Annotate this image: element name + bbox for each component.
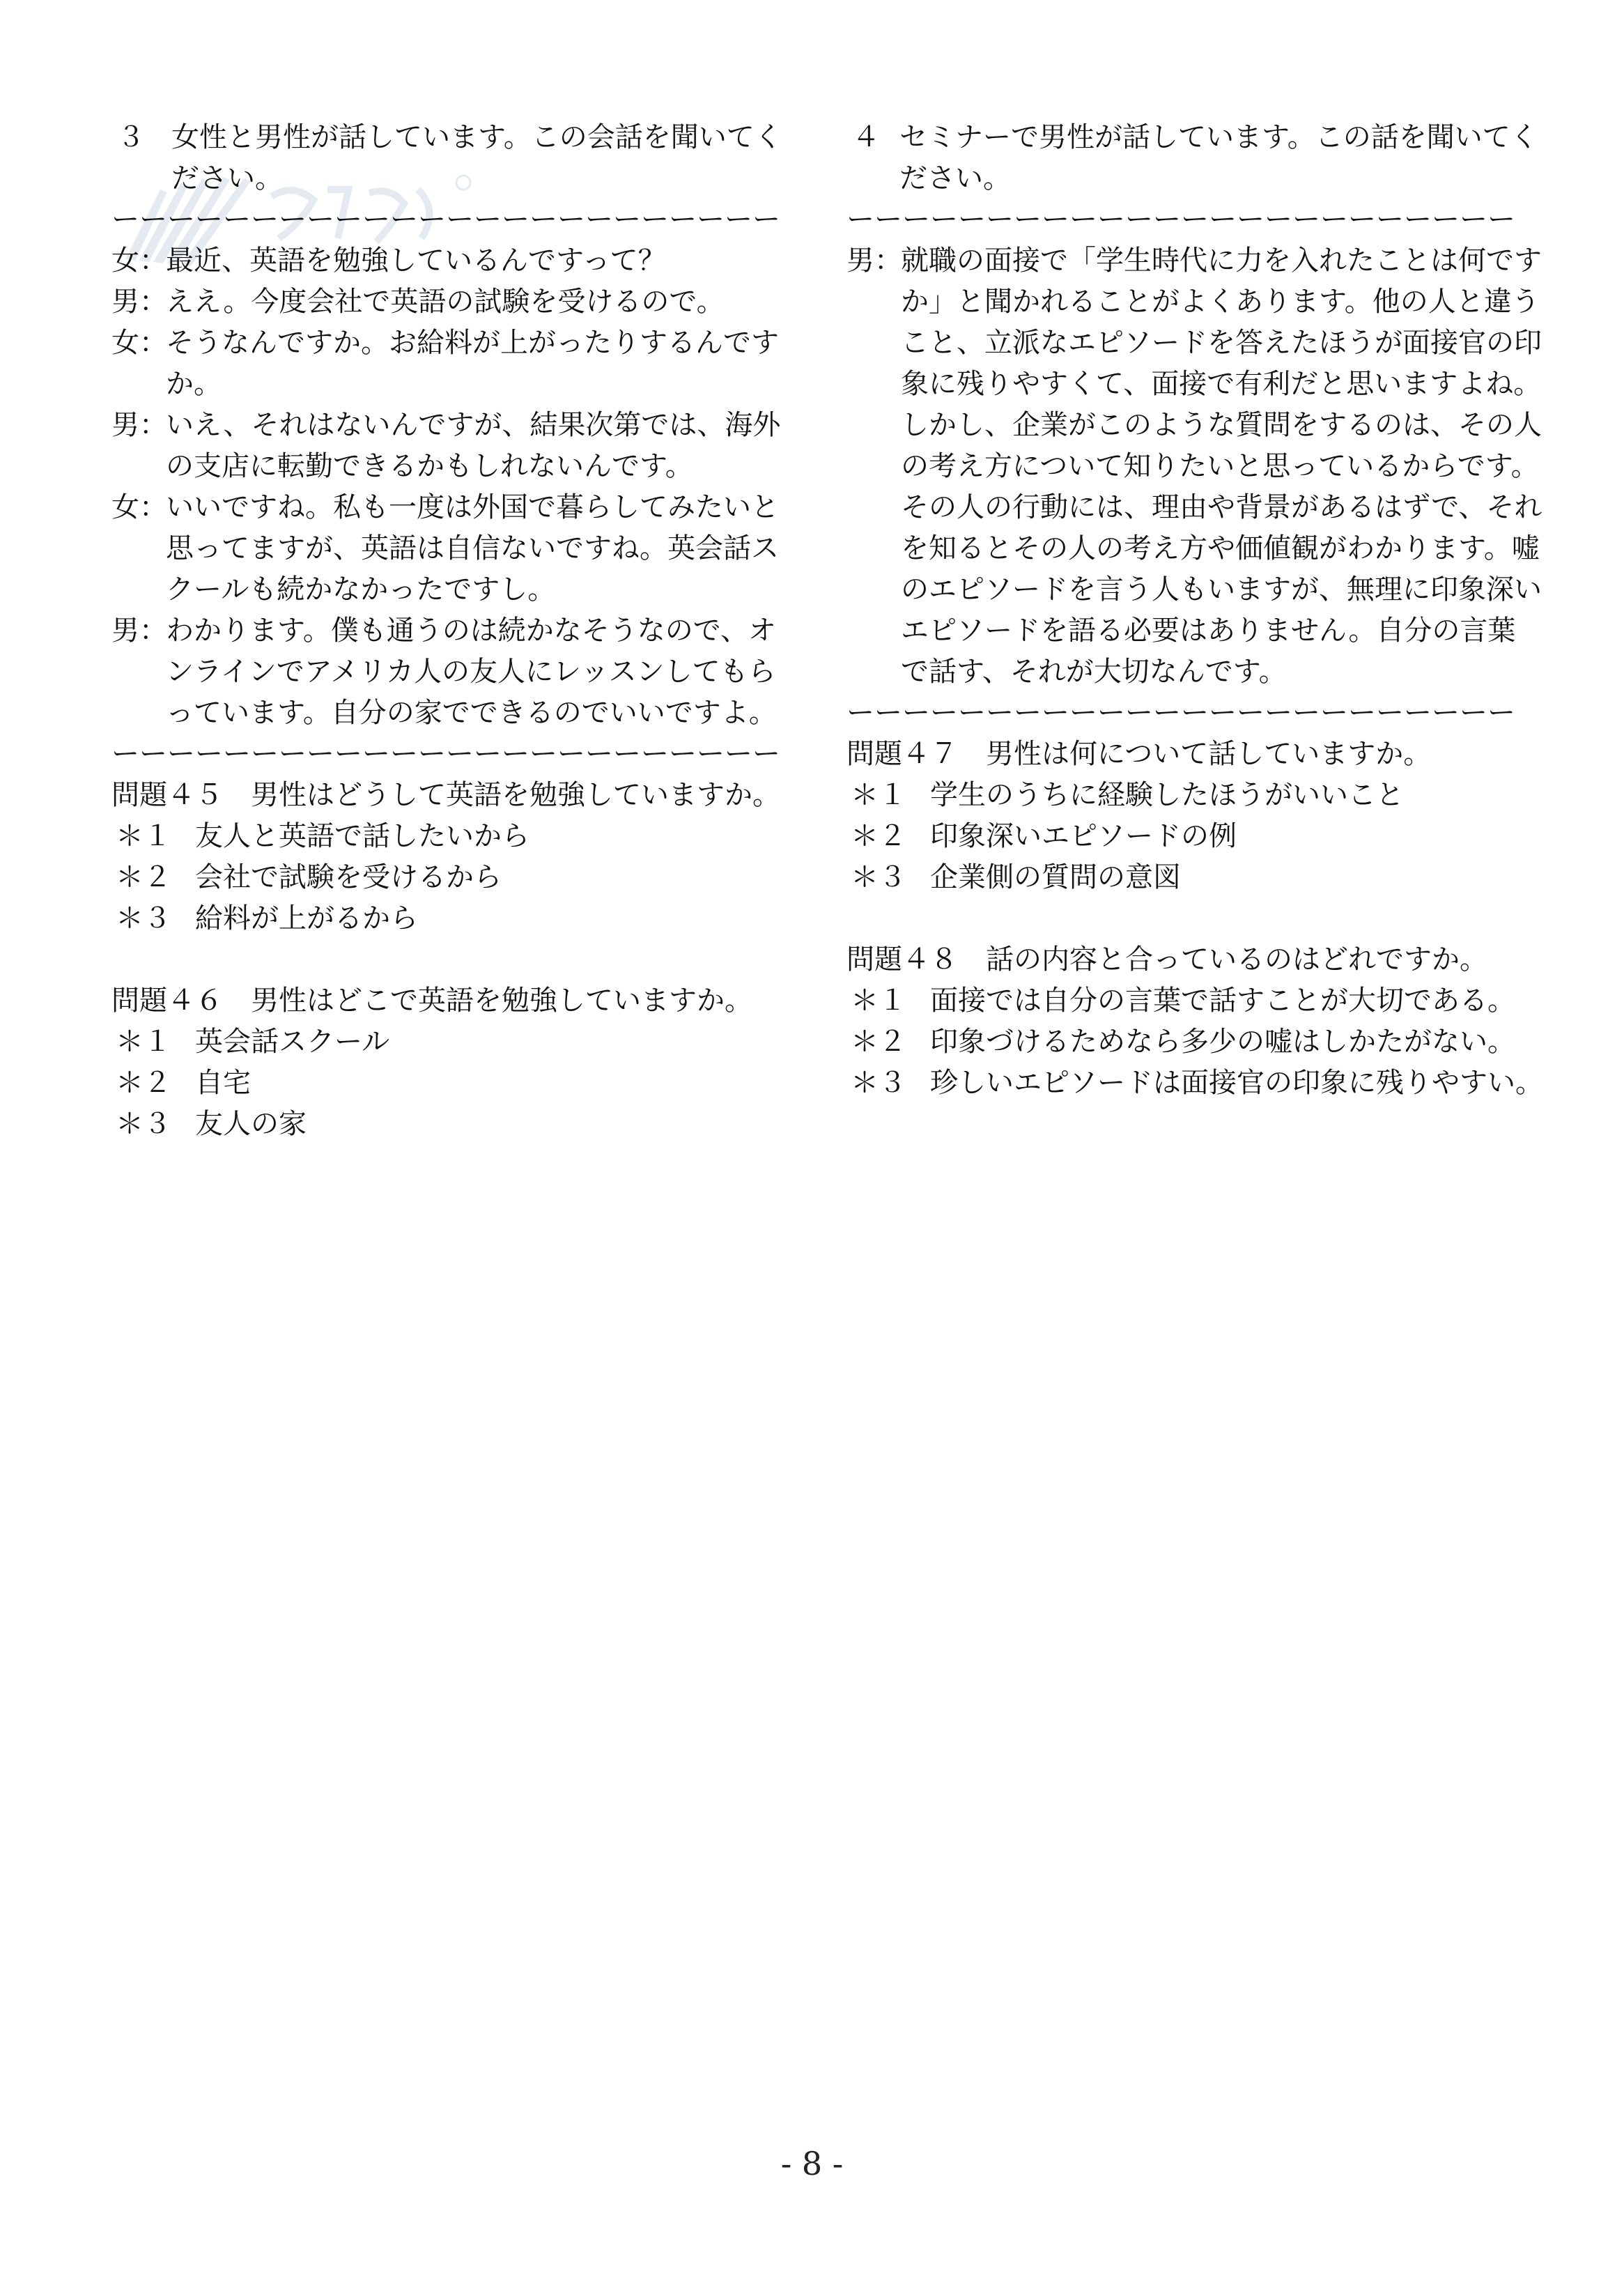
speaker-label: 男：: [111, 409, 167, 441]
option-mark: ＊１: [851, 985, 906, 1017]
divider-top: ーーーーーーーーーーーーーーーーーーーーーーーー: [846, 203, 1515, 236]
divider-bottom: ーーーーーーーーーーーーーーーーーーーーーーーー: [846, 697, 1515, 729]
right-column: [846, 117, 1543, 1104]
question-48: 問題４８ 話の内容と合っているのはどれですか。: [846, 943, 1487, 976]
option-text: 学生のうちに経験したほうがいいこと: [930, 779, 1404, 811]
divider-top: ーーーーーーーーーーーーーーーーーーーーーーーー: [111, 203, 780, 236]
option-mark: ＊３: [851, 861, 906, 893]
speaker-label: 男：: [111, 286, 167, 318]
option-text: 珍しいエピソードは面接官の印象に残りやすい。: [930, 1067, 1543, 1099]
answer-option[interactable]: [111, 816, 801, 857]
utterance: 最近、英語を勉強しているんですって？: [166, 245, 666, 277]
option-text: 友人と英語で話したいから: [195, 820, 529, 852]
speaker-label: 男：: [111, 615, 167, 647]
option-mark: ＊３: [116, 1108, 171, 1140]
option-mark: ＊１: [851, 779, 906, 811]
dialogue-turn: [846, 240, 1543, 693]
speaker-label: 女：: [111, 245, 167, 277]
section-number: ４: [852, 121, 880, 153]
utterance: 就職の面接で「学生時代に力を入れたことは何ですか」と聞かれることがよくあります。他の人と違うこと、立派なエピソードを答えたほうが面接官の印象に残りやすくて、面接で有利だと思いますよね。しかし、企業がこのような質問をするのは、その人の考え方について知りたいと思っているからです。その人の行動には、理由や背景があるはずで、それを知るとその人の考え方や価値観がわかります。嘘のエピソードを言う人もいますが、無理に印象深いエピソードを語る必要はありません。自分の言葉で話す、それが大切なんです。: [901, 245, 1542, 688]
question-45: 問題４５ 男性はどうして英語を勉強していますか。: [111, 779, 780, 811]
speaker-label: 女：: [111, 327, 167, 359]
option-mark: ＊２: [851, 1026, 906, 1058]
spacer: [846, 898, 1543, 939]
answer-option[interactable]: [111, 1104, 801, 1145]
option-mark: ＊２: [851, 820, 906, 852]
option-mark: ＊１: [116, 820, 171, 852]
left-column: [111, 117, 801, 1145]
answer-option[interactable]: [111, 898, 801, 939]
option-text: 英会話スクール: [195, 1026, 390, 1058]
option-mark: ＊２: [116, 1067, 171, 1099]
option-text: 面接では自分の言葉で話すことが大切である。: [930, 985, 1515, 1017]
answer-option[interactable]: [846, 775, 1543, 816]
answer-option[interactable]: [111, 857, 801, 898]
utterance: わかります。僕も通うのは続かなそうなので、オンラインでアメリカ人の友人にレッスンしてもらっています。自分の家でできるのでいいですよ。: [166, 615, 777, 729]
answer-option[interactable]: [846, 980, 1543, 1022]
dialogue-turn: [111, 487, 801, 610]
option-text: 友人の家: [195, 1108, 307, 1140]
section-instruction: セミナーで男性が話しています。この話を聞いてください。: [899, 121, 1538, 194]
section-instruction: 女性と男性が話しています。この会話を聞いてください。: [171, 121, 782, 194]
option-mark: ＊３: [851, 1067, 906, 1099]
option-text: 自宅: [195, 1067, 251, 1099]
speaker-label: 女：: [111, 491, 167, 523]
section-header: [846, 117, 1543, 199]
page-number: - 8 -: [780, 2145, 844, 2182]
dialogue-turn: [111, 610, 801, 734]
dialogue-turn: [111, 323, 801, 405]
answer-option[interactable]: [111, 1063, 801, 1104]
answer-option[interactable]: [846, 1063, 1543, 1104]
answer-option[interactable]: [846, 1022, 1543, 1063]
answer-option[interactable]: [111, 1022, 801, 1063]
spacer: [111, 939, 801, 980]
dialogue-turn: [111, 240, 801, 282]
option-text: 会社で試験を受けるから: [195, 861, 502, 893]
dialogue-turn: [111, 405, 801, 487]
utterance: そうなんですか。お給料が上がったりするんですか。: [166, 327, 779, 400]
question-46: 問題４６ 男性はどこで英語を勉強していますか。: [111, 985, 752, 1017]
divider-bottom: ーーーーーーーーーーーーーーーーーーーーーーーー: [111, 738, 780, 770]
utterance: いいですね。私も一度は外国で暮らしてみたいと思ってますが、英語は自信ないですね。英会話スクールも続かなかったですし。: [166, 491, 779, 606]
section-number: ３: [117, 121, 145, 153]
answer-option[interactable]: [846, 857, 1543, 898]
section-header: [111, 117, 801, 199]
option-text: 印象づけるためなら多少の嘘はしかたがない。: [930, 1026, 1515, 1058]
utterance: いえ、それはないんですが、結果次第では、海外の支店に転勤できるかもしれないんです。: [166, 409, 781, 482]
dialogue-turn: [111, 282, 801, 323]
option-text: 給料が上がるから: [195, 902, 418, 934]
utterance: ええ。今度会社で英語の試験を受けるので。: [166, 286, 725, 318]
question-47: 問題４７ 男性は何について話していますか。: [846, 738, 1432, 770]
answer-option[interactable]: [846, 816, 1543, 857]
speaker-label: 男：: [846, 245, 902, 277]
option-mark: ＊３: [116, 902, 171, 934]
option-text: 印象深いエピソードの例: [930, 820, 1237, 852]
option-mark: ＊１: [116, 1026, 171, 1058]
option-mark: ＊２: [116, 861, 171, 893]
option-text: 企業側の質問の意図: [930, 861, 1181, 893]
